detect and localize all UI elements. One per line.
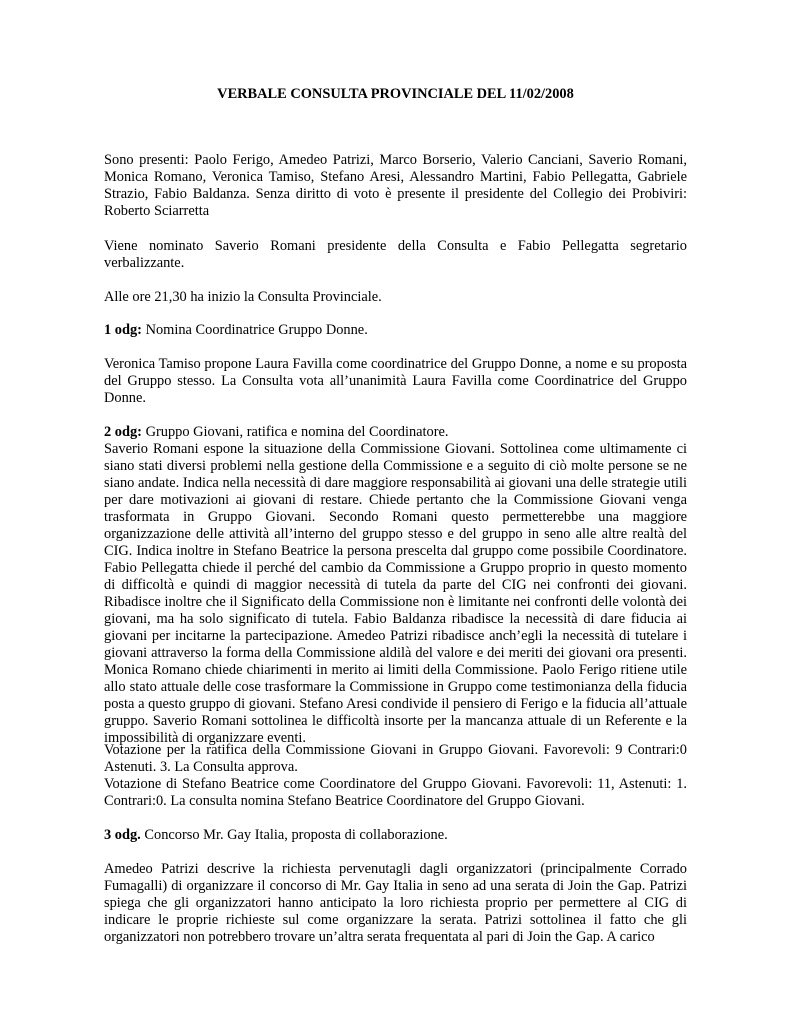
item2-title: Gruppo Giovani, ratifica e nomina del Coordinatore. [141, 424, 449, 440]
item2-vote-ratification: Votazione per la ratifica della Commissione Giovani in Gruppo Giovani. Favorevoli: 9 Contrari:0 Astenuti. 3. La Consulta approva. [104, 742, 687, 775]
attendance-paragraph: Sono presenti: Paolo Ferigo, Amedeo Patrizi, Marco Borserio, Valerio Canciani, Saverio Romani, Monica Romano, Veronica Tamiso, Stefano Aresi, Alessandro Martini, Fabio Pellegatta, Gabriele Strazio, Fabio Baldanza. Senza diritto di voto è presente il presidente del Collegio dei Probiviri: Roberto Sciarretta [104, 152, 687, 219]
item1-label: 1 odg: [104, 322, 142, 338]
item2-vote-coordinator: Votazione di Stefano Beatrice come Coordinatore del Gruppo Giovani. Favorevoli: 11, Astenuti: 1. Contrari:0. La consulta nomina Stefano Beatrice Coordinatore del Gruppo Giovani. [104, 776, 687, 809]
item2-body: Saverio Romani espone la situazione della Commissione Giovani. Sottolinea come ultimamente ci siano stati diversi problemi nella gestione della Commissione e a seguito di ciò molte persone se ne siano andate. Indica nella necessità di dare maggiore responsabilità ai giovani una delle strategie utili per dare motivazioni ai giovani di restare. Chiede pertanto che la Commissione Giovani venga trasformata in Gruppo Giovani. Secondo Romani questo permetterebbe una maggiore organizzazione delle attività all’interno del gruppo stesso e del gruppo in seno alle altre realtà del CIG. Indica inoltre in Stefano Beatrice la persona prescelta dal gruppo come possibile Coordinatore. Fabio Pellegatta chiede il perché del cambio da Commissione a Gruppo proprio in questo momento di difficoltà e quindi di maggior necessità di tutela da parte del CIG nei confronti dei giovani. Ribadisce inoltre che il Significato della Commissione non è limitante nei confronti delle volontà dei giovani, ma ha solo significato di tutela. Fabio Baldanza ribadisce la necessità di dare fiducia ai giovani per incitarne la partecipazione. Amedeo Patrizi ribadisce anch’egli la necessità di tutelare i giovani attraverso la forma della Commissione aldilà del valore e dei meriti dei giovani ora presenti. Monica Romano chiede chiarimenti in merito ai limiti della Commissione. Paolo Ferigo ritiene utile allo stato attuale delle cose trasformare la Commissione in Gruppo come testimonianza della fiducia posta a questo gruppo di giovani. Stefano Aresi condivide il pensiero di Ferigo e la fiducia all’attuale gruppo. Saverio Romani sottolinea le difficoltà insorte per la mancanza attuale di un Referente e la impossibilità di organizzare eventi. [104, 441, 687, 746]
item3-label: 3 odg. [104, 827, 141, 843]
start-paragraph: Alle ore 21,30 ha inizio la Consulta Provinciale. [104, 289, 382, 305]
item2-heading [104, 424, 687, 441]
item2-label: 2 odg: [104, 424, 142, 440]
item3-body: Amedeo Patrizi descrive la richiesta pervenutagli dagli organizzatori (principalmente Corrado Fumagalli) di organizzare il concorso di Mr. Gay Italia in seno ad una serata di Join the Gap. Patrizi spiega che gli organizzatori hanno anticipato la loro richiesta proprio per permettere al CIG di indicare le proprie richieste sul come organizzare la serata. Patrizi sottolinea il fatto che gli organizzatori non potrebbero trovare un’altra serata frequentata al pari di Join the Gap. A carico [104, 861, 687, 945]
item1-body: Veronica Tamiso propone Laura Favilla come coordinatrice del Gruppo Donne, a nome e su proposta del Gruppo stesso. La Consulta vota all’unanimità Laura Favilla come Coordinatrice del Gruppo Donne. [104, 356, 687, 406]
nomination-paragraph: Viene nominato Saverio Romani presidente della Consulta e Fabio Pellegatta segretario verbalizzante. [104, 238, 687, 271]
item1-title: Nomina Coordinatrice Gruppo Donne. [141, 322, 368, 338]
item3-title: Concorso Mr. Gay Italia, proposta di collaborazione. [140, 827, 448, 843]
item1-heading [104, 322, 687, 339]
item3-heading [104, 827, 687, 844]
document-title: VERBALE CONSULTA PROVINCIALE DEL 11/02/2008 [217, 86, 574, 102]
